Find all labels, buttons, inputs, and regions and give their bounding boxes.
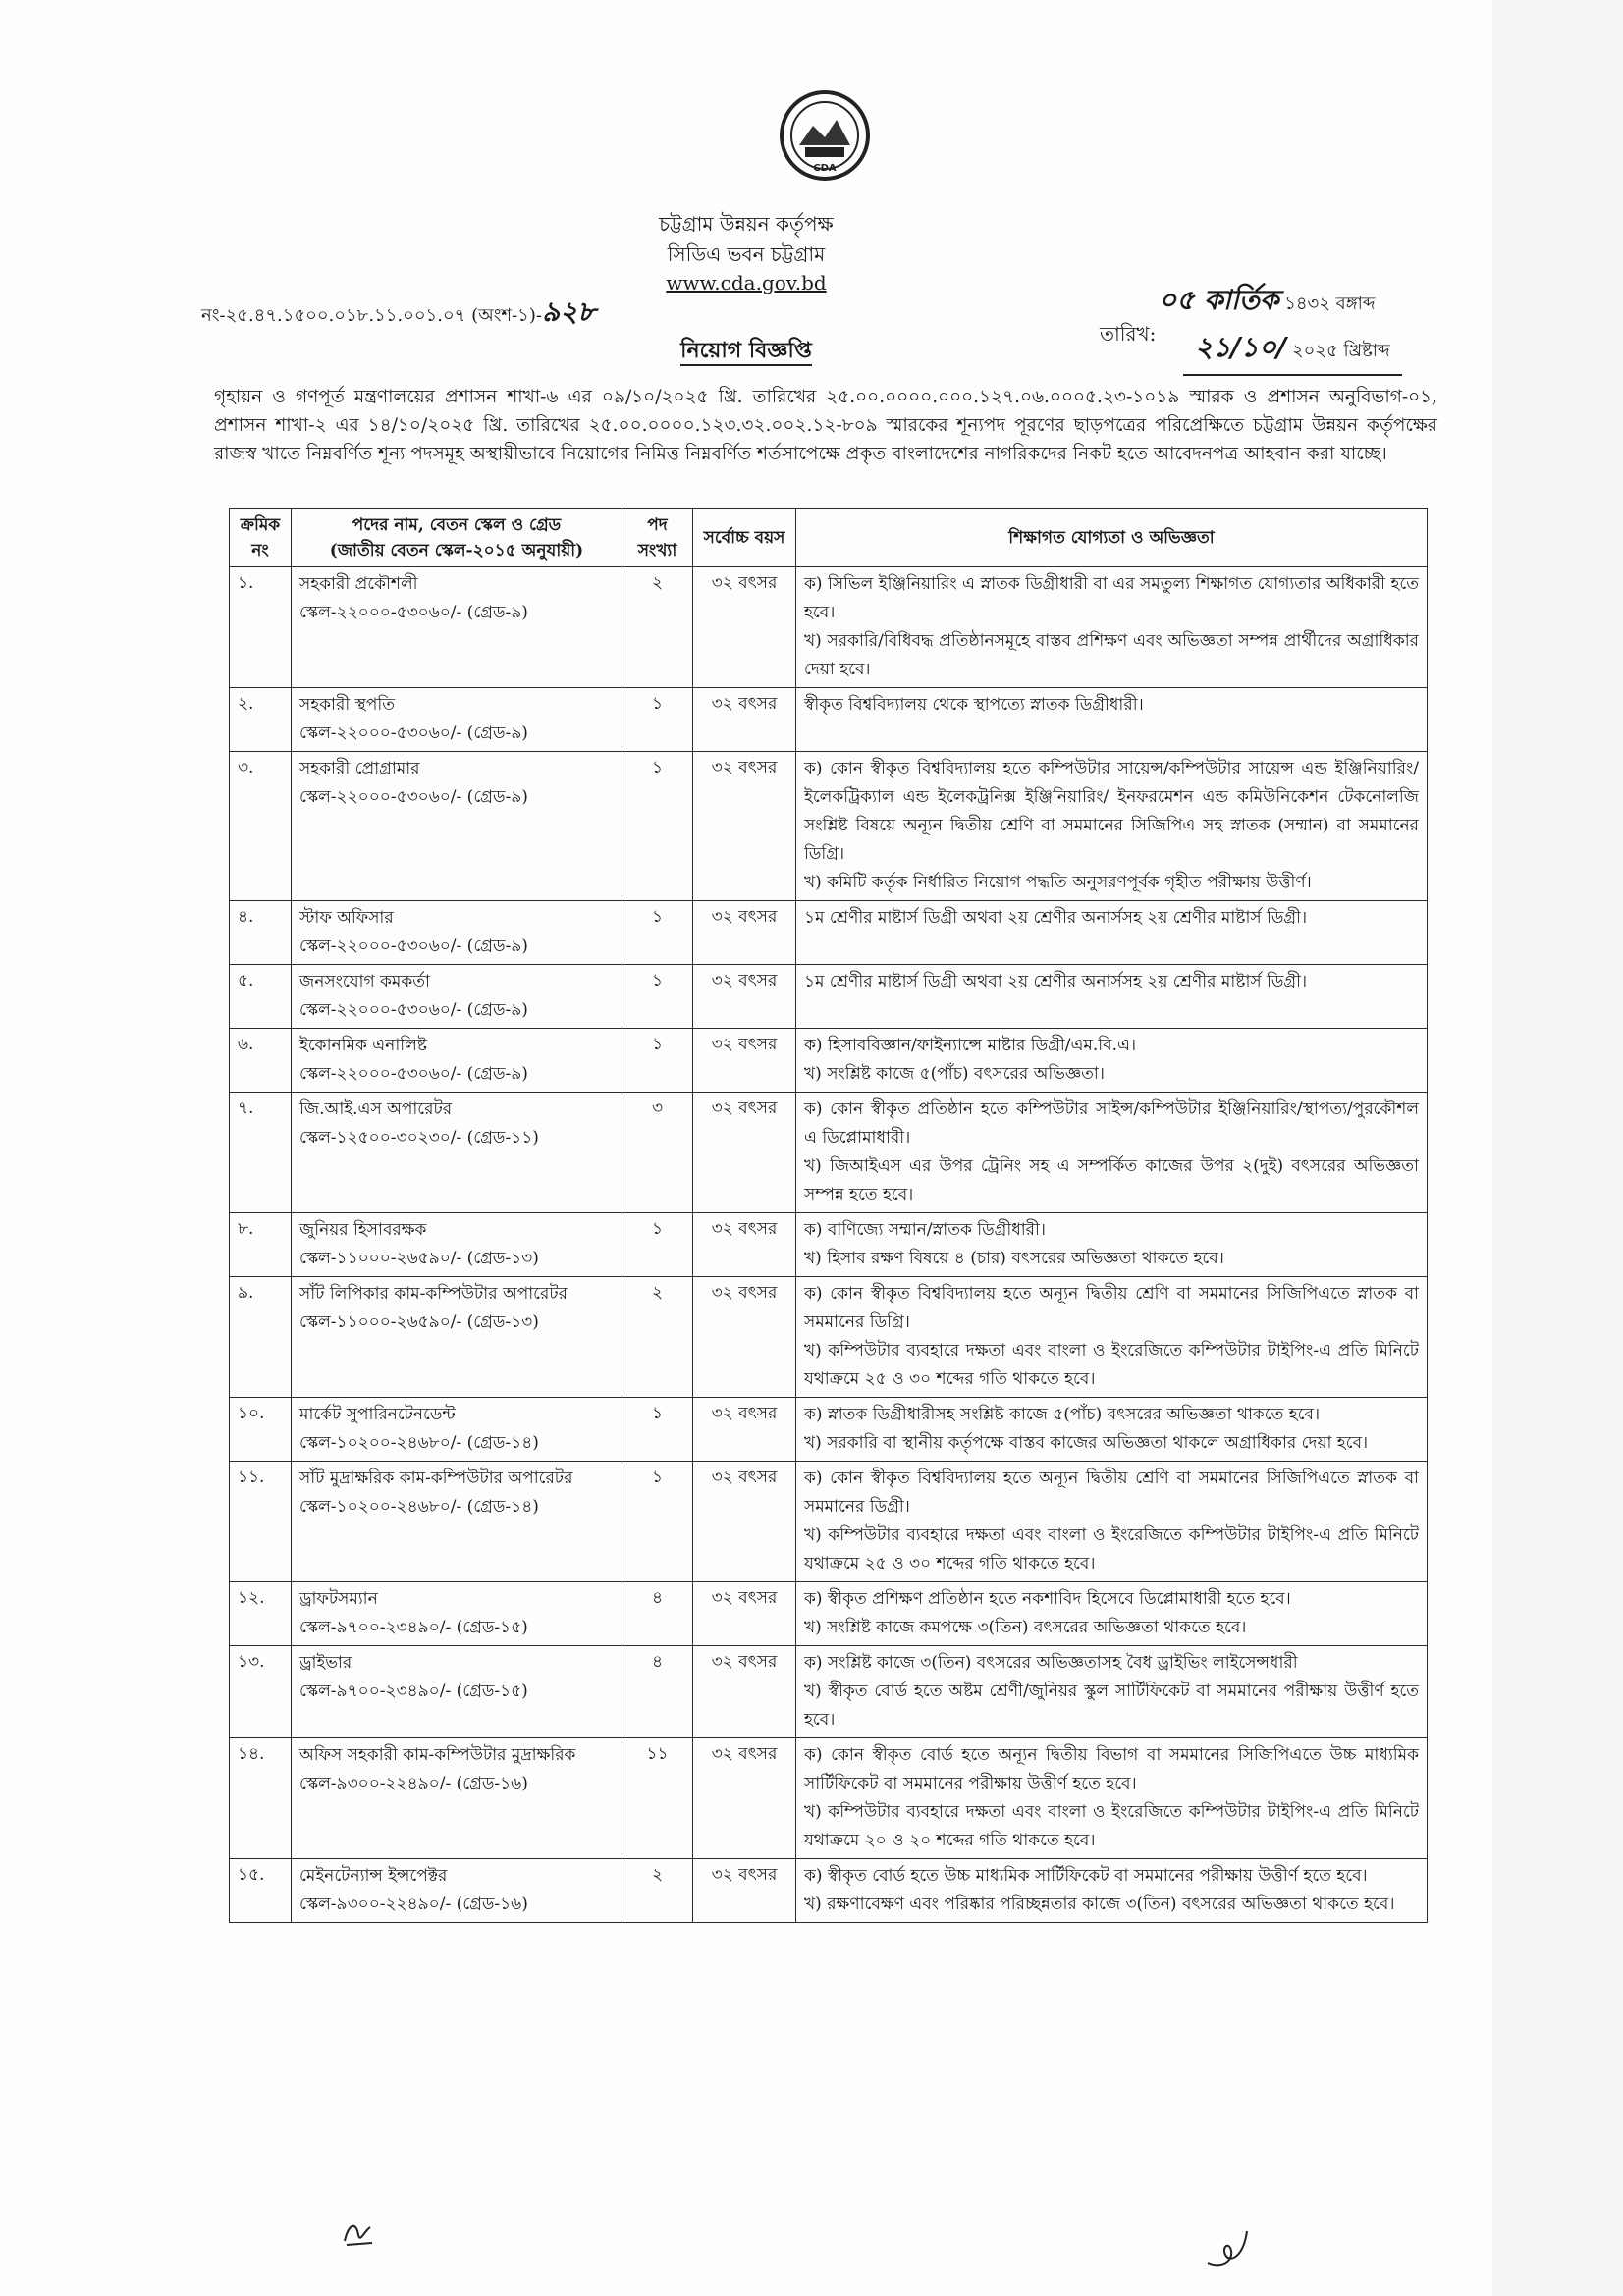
row-max-age: ৩২ বৎসর bbox=[693, 1093, 796, 1213]
header-post-sub: (জাতীয় বেতন স্কেল-২০১৫ অনুযায়ী) bbox=[329, 541, 584, 561]
post-name: সাঁট লিপিকার কাম-কম্পিউটার অপারেটর bbox=[299, 1284, 568, 1304]
table-row bbox=[230, 965, 1428, 1029]
website-link[interactable]: www.cda.gov.bd bbox=[666, 271, 827, 294]
header-qualification: শিক্ষাগত যোগ্যতা ও অভিজ্ঞতা bbox=[796, 509, 1428, 567]
table-row bbox=[230, 1582, 1428, 1646]
row-max-age: ৩২ বৎসর bbox=[693, 688, 796, 752]
row-qualification bbox=[796, 1646, 1428, 1738]
row-max-age: ৩২ বৎসর bbox=[693, 1738, 796, 1859]
row-serial: ২. bbox=[230, 688, 292, 752]
row-max-age: ৩২ বৎসর bbox=[693, 752, 796, 901]
qualification-item: ক) কোন স্বীকৃত বিশ্ববিদ্যালয় হতে অন্যূন দ্বিতীয় শ্রেণি বা সমমানের সিজিপিএতে স্নাতক বা সমমানের ডিগ্রী। bbox=[804, 1468, 1419, 1517]
row-post-count: ২ bbox=[622, 567, 693, 688]
row-post bbox=[292, 1738, 622, 1859]
qualification-item: ক) বাণিজ্যে সম্মান/স্নাতক ডিগ্রীধারী। bbox=[804, 1220, 1046, 1240]
post-scale: স্কেল-২২০০০-৫৩০৬০/- (গ্রেড-৯) bbox=[299, 1064, 528, 1084]
table-row bbox=[230, 688, 1428, 752]
header-post bbox=[292, 509, 622, 567]
row-serial: ৫. bbox=[230, 965, 292, 1029]
qualification-item: ক) কোন স্বীকৃত বিশ্ববিদ্যালয় হতে অন্যূন দ্বিতীয় শ্রেণি বা সমমানের সিজিপিএতে স্নাতক বা সমমানের ডিগ্রি। bbox=[804, 1284, 1419, 1332]
row-max-age: ৩২ বৎসর bbox=[693, 1029, 796, 1093]
row-serial: ১৫. bbox=[230, 1859, 292, 1923]
table-header-row bbox=[230, 509, 1428, 567]
cda-logo-icon bbox=[776, 86, 874, 185]
post-scale: স্কেল-১০২০০-২৪৬৮০/- (গ্রেড-১৪) bbox=[299, 1497, 539, 1517]
post-name: জনসংযোগ কমকর্তা bbox=[299, 972, 430, 991]
initial-signature-left bbox=[339, 2214, 378, 2253]
post-name: জি.আই.এস অপারেটর bbox=[299, 1099, 453, 1119]
row-max-age: ৩২ বৎসর bbox=[693, 1277, 796, 1398]
row-serial: ৪. bbox=[230, 901, 292, 965]
row-serial: ১১. bbox=[230, 1462, 292, 1582]
qualification-item: স্বীকৃত বিশ্ববিদ্যালয় থেকে স্থাপত্যে স্নাতক ডিগ্রীধারী। bbox=[804, 695, 1144, 715]
row-post-count: ১১ bbox=[622, 1738, 693, 1859]
qualification-item: খ) সংশ্লিষ্ট কাজে কমপক্ষে ৩(তিন) বৎসরের অভিজ্ঞতা থাকতে হবে। bbox=[804, 1618, 1247, 1637]
row-serial: ১৩. bbox=[230, 1646, 292, 1738]
row-max-age: ৩২ বৎসর bbox=[693, 1213, 796, 1277]
post-name: সহকারী প্রকৌশলী bbox=[299, 574, 418, 594]
row-post bbox=[292, 1582, 622, 1646]
row-post-count: ১ bbox=[622, 901, 693, 965]
scan-margin bbox=[1492, 0, 1623, 2296]
header-age: সর্বোচ্চ বয়স bbox=[693, 509, 796, 567]
qualification-item: ১ম শ্রেণীর মাষ্টার্স ডিগ্রী অথবা ২য় শ্রেণীর অনার্সসহ ২য় শ্রেণীর মাষ্টার্স ডিগ্রী। bbox=[804, 972, 1308, 991]
row-post-count: ১ bbox=[622, 1398, 693, 1462]
table-row bbox=[230, 752, 1428, 901]
post-name: ইকোনমিক এনালিষ্ট bbox=[299, 1036, 427, 1055]
table-row bbox=[230, 1646, 1428, 1738]
table-row bbox=[230, 901, 1428, 965]
row-qualification bbox=[796, 1582, 1428, 1646]
post-name: অফিস সহকারী কাম-কম্পিউটার মুদ্রাক্ষরিক bbox=[299, 1745, 576, 1765]
post-scale: স্কেল-২২০০০-৫৩০৬০/- (গ্রেড-৯) bbox=[299, 1000, 528, 1020]
post-name: ড্রাফটসম্যান bbox=[299, 1589, 378, 1609]
post-name: স্টাফ অফিসার bbox=[299, 908, 394, 928]
qualification-item: খ) জিআইএস এর উপর ট্রেনিং সহ এ সম্পর্কিত কাজের উপর ২(দুই) বৎসরের অভিজ্ঞতা সম্পন্ন হতে হবে। bbox=[804, 1156, 1419, 1204]
table-row bbox=[230, 1859, 1428, 1923]
row-serial: ৯. bbox=[230, 1277, 292, 1398]
table-row bbox=[230, 1029, 1428, 1093]
row-post bbox=[292, 1462, 622, 1582]
row-max-age: ৩২ বৎসর bbox=[693, 1859, 796, 1923]
bangla-date bbox=[1159, 279, 1376, 325]
row-qualification bbox=[796, 1277, 1428, 1398]
bangla-year: ১৪৩২ বঙ্গাব্দ bbox=[1284, 294, 1376, 314]
post-scale: স্কেল-৯৩০০-২২৪৯০/- (গ্রেড-১৬) bbox=[299, 1895, 528, 1914]
post-scale: স্কেল-২২০০০-৫৩০৬০/- (গ্রেড-৯) bbox=[299, 603, 528, 622]
qualification-item: খ) কম্পিউটার ব্যবহারে দক্ষতা এবং বাংলা ও ইংরেজিতে কম্পিউটার টাইপিং-এ প্রতি মিনিটে যথাক্রমে ২০ ও ২০ শব্দের গতি থাকতে হবে। bbox=[804, 1802, 1419, 1850]
row-serial: ৮. bbox=[230, 1213, 292, 1277]
row-max-age: ৩২ বৎসর bbox=[693, 1462, 796, 1582]
qualification-item: খ) সংশ্লিষ্ট কাজে ৫(পাঁচ) বৎসরের অভিজ্ঞতা। bbox=[804, 1064, 1105, 1084]
row-post-count: ৪ bbox=[622, 1646, 693, 1738]
org-name: চট্টগ্রাম উন্নয়ন কর্তৃপক্ষ bbox=[659, 212, 834, 236]
qualification-item: ক) কোন স্বীকৃত বিশ্ববিদ্যালয় হতে কম্পিউটার সায়েন্স/কম্পিউটার সায়েন্স এন্ড ইঞ্জিনিয়ারিং/ইলেকট্রিক্যাল এন্ড ইলেকট্রনিক্স ইঞ্জিনিয়ারিং/ ইনফরমেশন এন্ড কমিউনিকেশন টেকনোলজি সংশ্লিষ্ট বিষয়ে অন্যূন দ্বিতীয় শ্রেণি বা সমমানের সিজিপিএ সহ স্নাতক (সম্মান) বা সমমানের ডিগ্রি। bbox=[804, 759, 1419, 864]
header-count: পদ সংখ্যা bbox=[622, 509, 693, 567]
row-post-count: ১ bbox=[622, 752, 693, 901]
row-post-count: ২ bbox=[622, 1277, 693, 1398]
date-label: তারিখ: bbox=[1100, 322, 1157, 346]
row-serial: ৩. bbox=[230, 752, 292, 901]
qualification-item: খ) স্বীকৃত বোর্ড হতে অষ্টম শ্রেণী/জুনিয়র স্কুল সার্টিফিকেট বা সমমানের পরীক্ষায় উত্তীর্ণ হতে হবে। bbox=[804, 1682, 1419, 1730]
row-post bbox=[292, 567, 622, 688]
qualification-item: ক) কোন স্বীকৃত প্রতিষ্ঠান হতে কম্পিউটার সাইন্স/কম্পিউটার ইঞ্জিনিয়ারিং/স্থাপত্য/পুরকৌশল এ ডিপ্লোমাধারী। bbox=[804, 1099, 1419, 1148]
table-row bbox=[230, 1462, 1428, 1582]
posts-table bbox=[229, 508, 1428, 1923]
qualification-item: খ) হিসাব রক্ষণ বিষয়ে ৪ (চার) বৎসরের অভিজ্ঞতা থাকতে হবে। bbox=[804, 1249, 1224, 1268]
row-qualification bbox=[796, 752, 1428, 901]
intro-paragraph: গৃহায়ন ও গণপূর্ত মন্ত্রণালয়ের প্রশাসন শাখা-৬ এর ০৯/১০/২০২৫ খ্রি. তারিখের ২৫.০০.০০০০.০০০.১২৭.০৬.০০০৫.২৩-১০১৯ স্মারক ও প্রশাসন অনুবিভাগ-০১, প্রশাসন শাখা-২ এর ১৪/১০/২০২৫ খ্রি. তারিখের ২৫.০০.০০০০.১২৩.৩২.০০২.১২-৮০৯ স্মারকের শূন্যপদ পূরণের ছাড়পত্রের পরিপ্রেক্ষিতে চট্টগ্রাম উন্নয়ন কর্তৃপক্ষের রাজস্ব খাতে নিম্নবর্ণিত শূন্য পদসমূহ অস্থায়ীভাবে নিয়োগের নিমিত্ত নিম্নবর্ণিত শর্তসাপেক্ষে প্রকৃত বাংলাদেশের নাগরিকদের নিকট হতে আবেদনপত্র আহবান করা যাচ্ছে। bbox=[214, 387, 1437, 464]
row-post bbox=[292, 1093, 622, 1213]
row-post bbox=[292, 688, 622, 752]
gregorian-year: ২০২৫ খ্রিষ্টাব্দ bbox=[1291, 341, 1390, 361]
row-post-count: ৩ bbox=[622, 1093, 693, 1213]
qualification-item: খ) সরকারি/বিধিবদ্ধ প্রতিষ্ঠানসমূহে বাস্তব প্রশিক্ষণ এবং অভিজ্ঞতা সম্পন্ন প্রার্থীদের অগ্রাধিকার দেয়া হবে। bbox=[804, 631, 1419, 679]
post-scale: স্কেল-১২৫০০-৩০২৩০/- (গ্রেড-১১) bbox=[299, 1128, 539, 1148]
post-name: ড্রাইভার bbox=[299, 1653, 352, 1673]
row-qualification bbox=[796, 1859, 1428, 1923]
qualification-item: খ) কম্পিউটার ব্যবহারে দক্ষতা এবং বাংলা ও ইংরেজিতে কম্পিউটার টাইপিং-এ প্রতি মিনিটে যথাক্রমে ২৫ ও ৩০ শব্দের গতি থাকতে হবে। bbox=[804, 1525, 1419, 1574]
row-post-count: ১ bbox=[622, 1213, 693, 1277]
row-max-age: ৩২ বৎসর bbox=[693, 1582, 796, 1646]
row-max-age: ৩২ বৎসর bbox=[693, 567, 796, 688]
row-qualification bbox=[796, 1029, 1428, 1093]
row-post bbox=[292, 901, 622, 965]
row-qualification bbox=[796, 965, 1428, 1029]
post-name: জুনিয়র হিসাবরক্ষক bbox=[299, 1220, 427, 1240]
row-post bbox=[292, 1213, 622, 1277]
post-name: সহকারী প্রোগ্রামার bbox=[299, 759, 420, 778]
row-post-count: ১ bbox=[622, 688, 693, 752]
row-max-age: ৩২ বৎসর bbox=[693, 901, 796, 965]
row-qualification bbox=[796, 1398, 1428, 1462]
post-scale: স্কেল-১০২০০-২৪৬৮০/- (গ্রেড-১৪) bbox=[299, 1433, 539, 1453]
row-post-count: ২ bbox=[622, 1859, 693, 1923]
row-qualification bbox=[796, 567, 1428, 688]
qualification-item: ক) স্বীকৃত প্রশিক্ষণ প্রতিষ্ঠান হতে নকশাবিদ হিসেবে ডিপ্লোমাধারী হতে হবে। bbox=[804, 1589, 1291, 1609]
memo-number bbox=[201, 291, 596, 337]
row-qualification bbox=[796, 1738, 1428, 1859]
qualification-item: খ) কমিটি কর্তৃক নির্ধারিত নিয়োগ পদ্ধতি অনুসরণপূর্বক গৃহীত পরীক্ষায় উত্তীর্ণ। bbox=[804, 873, 1312, 892]
post-name: সাঁট মুদ্রাক্ষরিক কাম-কম্পিউটার অপারেটর bbox=[299, 1468, 573, 1488]
qualification-item: খ) সরকারি বা স্থানীয় কর্তৃপক্ষে বাস্তব কাজের অভিজ্ঞতা থাকলে অগ্রাধিকার দেয়া হবে। bbox=[804, 1433, 1369, 1453]
row-max-age: ৩২ বৎসর bbox=[693, 1398, 796, 1462]
post-scale: স্কেল-১১০০০-২৬৫৯০/- (গ্রেড-১৩) bbox=[299, 1312, 539, 1332]
org-address: সিডিএ ভবন চট্টগ্রাম bbox=[667, 242, 826, 266]
post-scale: স্কেল-৯৩০০-২২৪৯০/- (গ্রেড-১৬) bbox=[299, 1774, 528, 1793]
row-post bbox=[292, 1277, 622, 1398]
header-post-text: পদের নাম, বেতন স্কেল ও গ্রেড bbox=[352, 515, 562, 535]
gregorian-date-handwritten: ২১/১০/ bbox=[1195, 331, 1287, 363]
table-row bbox=[230, 1213, 1428, 1277]
row-post bbox=[292, 752, 622, 901]
row-qualification bbox=[796, 901, 1428, 965]
post-scale: স্কেল-২২০০০-৫৩০৬০/- (গ্রেড-৯) bbox=[299, 787, 528, 807]
row-qualification bbox=[796, 1462, 1428, 1582]
row-post-count: ১ bbox=[622, 965, 693, 1029]
table-row bbox=[230, 1738, 1428, 1859]
table-row bbox=[230, 567, 1428, 688]
post-scale: স্কেল-২২০০০-৫৩০৬০/- (গ্রেড-৯) bbox=[299, 723, 528, 743]
initial-signature-right bbox=[1200, 2223, 1259, 2272]
qualification-item: ক) স্বীকৃত বোর্ড হতে উচ্চ মাধ্যমিক সার্টিফিকেট বা সমমানের পরীক্ষায় উত্তীর্ণ হতে হবে। bbox=[804, 1866, 1368, 1886]
post-scale: স্কেল-২২০০০-৫৩০৬০/- (গ্রেড-৯) bbox=[299, 936, 528, 956]
post-name: সহকারী স্থপতি bbox=[299, 695, 396, 715]
memo-handwritten-number: ৯২৮ bbox=[541, 295, 596, 328]
row-post-count: ১ bbox=[622, 1029, 693, 1093]
row-post-count: ১ bbox=[622, 1462, 693, 1582]
qualification-item: ক) সংশ্লিষ্ট কাজে ৩(তিন) বৎসরের অভিজ্ঞতাসহ বৈধ ড্রাইভিং লাইসেন্সধারী bbox=[804, 1653, 1298, 1673]
memo-number-text: নং-২৫.৪৭.১৫০০.০১৮.১১.০০১.০৭ (অংশ-১)- bbox=[201, 305, 542, 326]
row-post bbox=[292, 965, 622, 1029]
row-max-age: ৩২ বৎসর bbox=[693, 965, 796, 1029]
row-serial: ৬. bbox=[230, 1029, 292, 1093]
qualification-item: ১ম শ্রেণীর মাষ্টার্স ডিগ্রী অথবা ২য় শ্রেণীর অনার্সসহ ২য় শ্রেণীর মাষ্টার্স ডিগ্রী। bbox=[804, 908, 1308, 928]
row-post bbox=[292, 1646, 622, 1738]
row-qualification bbox=[796, 688, 1428, 752]
row-qualification bbox=[796, 1213, 1428, 1277]
table-row bbox=[230, 1277, 1428, 1398]
bangla-date-handwritten: ০৫ কার্তিক bbox=[1159, 284, 1279, 316]
qualification-item: ক) কোন স্বীকৃত বোর্ড হতে অন্যূন দ্বিতীয় বিভাগ বা সমমানের সিজিপিএতে উচ্চ মাধ্যমিক সার্টিফিকেট বা সমমানের পরীক্ষায় উত্তীর্ণ হতে হবে। bbox=[804, 1745, 1419, 1793]
notice-title bbox=[0, 334, 1492, 370]
header-serial: ক্রমিক নং bbox=[230, 509, 292, 567]
post-scale: স্কেল-৯৭০০-২৩৪৯০/- (গ্রেড-১৫) bbox=[299, 1618, 528, 1637]
qualification-item: ক) সিভিল ইঞ্জিনিয়ারিং এ স্নাতক ডিগ্রীধারী বা এর সমতুল্য শিক্ষাগত যোগ্যতার অধিকারী হতে হবে। bbox=[804, 574, 1419, 622]
qualification-item: খ) কম্পিউটার ব্যবহারে দক্ষতা এবং বাংলা ও ইংরেজিতে কম্পিউটার টাইপিং-এ প্রতি মিনিটে যথাক্রমে ২৫ ও ৩০ শব্দের গতি থাকতে হবে। bbox=[804, 1341, 1419, 1389]
row-max-age: ৩২ বৎসর bbox=[693, 1646, 796, 1738]
post-name: মার্কেট সুপারিনটেনডেন্ট bbox=[299, 1405, 456, 1424]
qualification-item: ক) স্নাতক ডিগ্রীধারীসহ সংশ্লিষ্ট কাজে ৫(পাঁচ) বৎসরের অভিজ্ঞতা থাকতে হবে। bbox=[804, 1405, 1321, 1424]
row-serial: ১২. bbox=[230, 1582, 292, 1646]
table-row bbox=[230, 1093, 1428, 1213]
row-serial: ১৪. bbox=[230, 1738, 292, 1859]
row-qualification bbox=[796, 1093, 1428, 1213]
notice-title-text: নিয়োগ বিজ্ঞপ্তি bbox=[680, 338, 812, 366]
qualification-item: খ) রক্ষণাবেক্ষণ এবং পরিষ্কার পরিচ্ছন্নতার কাজে ৩(তিন) বৎসরের অভিজ্ঞতা থাকতে হবে। bbox=[804, 1895, 1395, 1914]
row-serial: ১. bbox=[230, 567, 292, 688]
row-serial: ৭. bbox=[230, 1093, 292, 1213]
logo-text: CDA bbox=[813, 163, 837, 174]
post-name: মেইনটেন্যান্স ইন্সপেক্টর bbox=[299, 1866, 448, 1886]
table-row bbox=[230, 1398, 1428, 1462]
row-post bbox=[292, 1029, 622, 1093]
post-scale: স্কেল-৯৭০০-২৩৪৯০/- (গ্রেড-১৫) bbox=[299, 1682, 528, 1701]
qualification-item: ক) হিসাববিজ্ঞান/ফাইন্যান্সে মাষ্টার ডিগ্রী/এম.বি.এ। bbox=[804, 1036, 1137, 1055]
row-serial: ১০. bbox=[230, 1398, 292, 1462]
row-post bbox=[292, 1859, 622, 1923]
row-post bbox=[292, 1398, 622, 1462]
row-post-count: ৪ bbox=[622, 1582, 693, 1646]
post-scale: স্কেল-১১০০০-২৬৫৯০/- (গ্রেড-১৩) bbox=[299, 1249, 539, 1268]
